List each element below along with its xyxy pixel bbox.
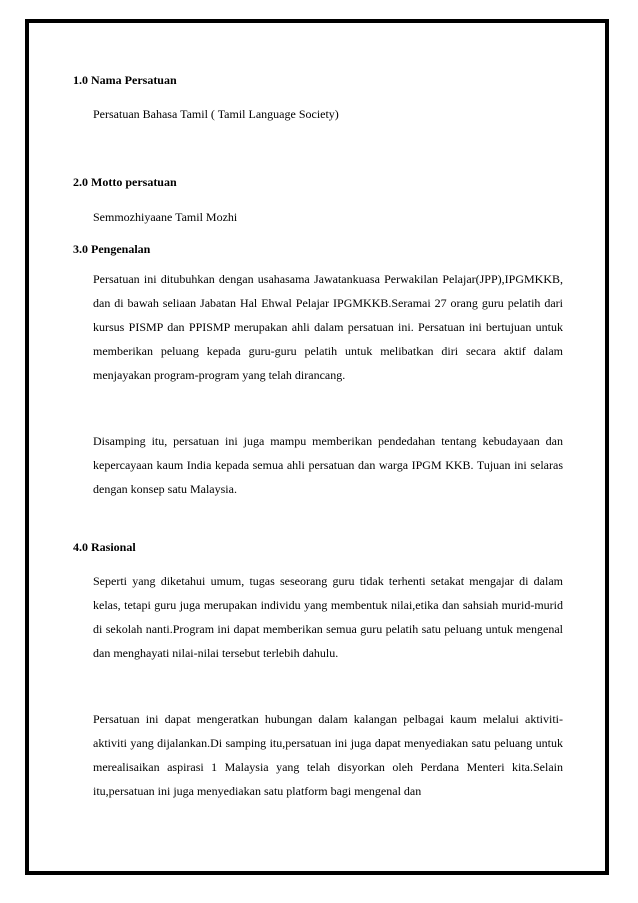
section-heading: 1.0 Nama Persatuan	[73, 73, 177, 87]
document-body	[73, 72, 563, 803]
section-paragraph: Disamping itu, persatuan ini juga mampu memberikan pendedahan tentang kebudayaan dan kepercayaan kaum India kepada semua ahli persatuan dan warga IPGM KKB. Tujuan ini selaras dengan konsep satu Malaysia.	[93, 434, 563, 496]
section-paragraph: Semmozhiyaane Tamil Mozhi	[93, 210, 238, 224]
section-paragraph: Persatuan ini dapat mengeratkan hubungan dalam kalangan pelbagai kaum melalui aktiviti-aktiviti yang dijalankan.Di samping itu,persatuan ini juga dapat menyediakan satu peluang untuk merealisaikan aspirasi 1 Malaysia yang telah disyorkan oleh Perdana Menteri kita.Selain itu,persatuan ini juga menyediakan satu platform bagi mengenal dan	[93, 712, 563, 798]
section-rasional	[73, 539, 563, 803]
section-motto	[73, 174, 563, 229]
section-paragraph: Seperti yang diketahui umum, tugas seseorang guru tidak terhenti setakat mengajar di dalam kelas, tetapi guru juga merupakan individu yang membentuk nilai,etika dan sahsiah murid-murid di sekolah nanti.Program ini dapat memberikan semua guru pelatih satu peluang untuk mengenal dan menghayati nilai-nilai tersebut terlebih dahulu.	[93, 574, 563, 660]
section-paragraph: Persatuan ini ditubuhkan dengan usahasama Jawatankuasa Perwakilan Pelajar(JPP),IPGMKKB, dan di bawah seliaan Jabatan Hal Ehwal Pelajar IPGMKKB.Seramai 27 orang guru pelatih dari kursus PISMP dan PPISMP merupakan ahli dalam persatuan ini. Persatuan ini bertujuan untuk memberikan peluang kepada guru-guru pelatih untuk melibatkan diri secara aktif dalam menjayakan program-program yang telah dirancang.	[93, 272, 563, 382]
section-heading: 4.0 Rasional	[73, 540, 136, 554]
section-pengenalan	[73, 241, 563, 501]
section-paragraph: Persatuan Bahasa Tamil ( Tamil Language Society)	[93, 107, 339, 121]
section-nama-persatuan	[73, 72, 563, 126]
section-heading: 3.0 Pengenalan	[73, 242, 151, 256]
section-heading: 2.0 Motto persatuan	[73, 175, 177, 189]
